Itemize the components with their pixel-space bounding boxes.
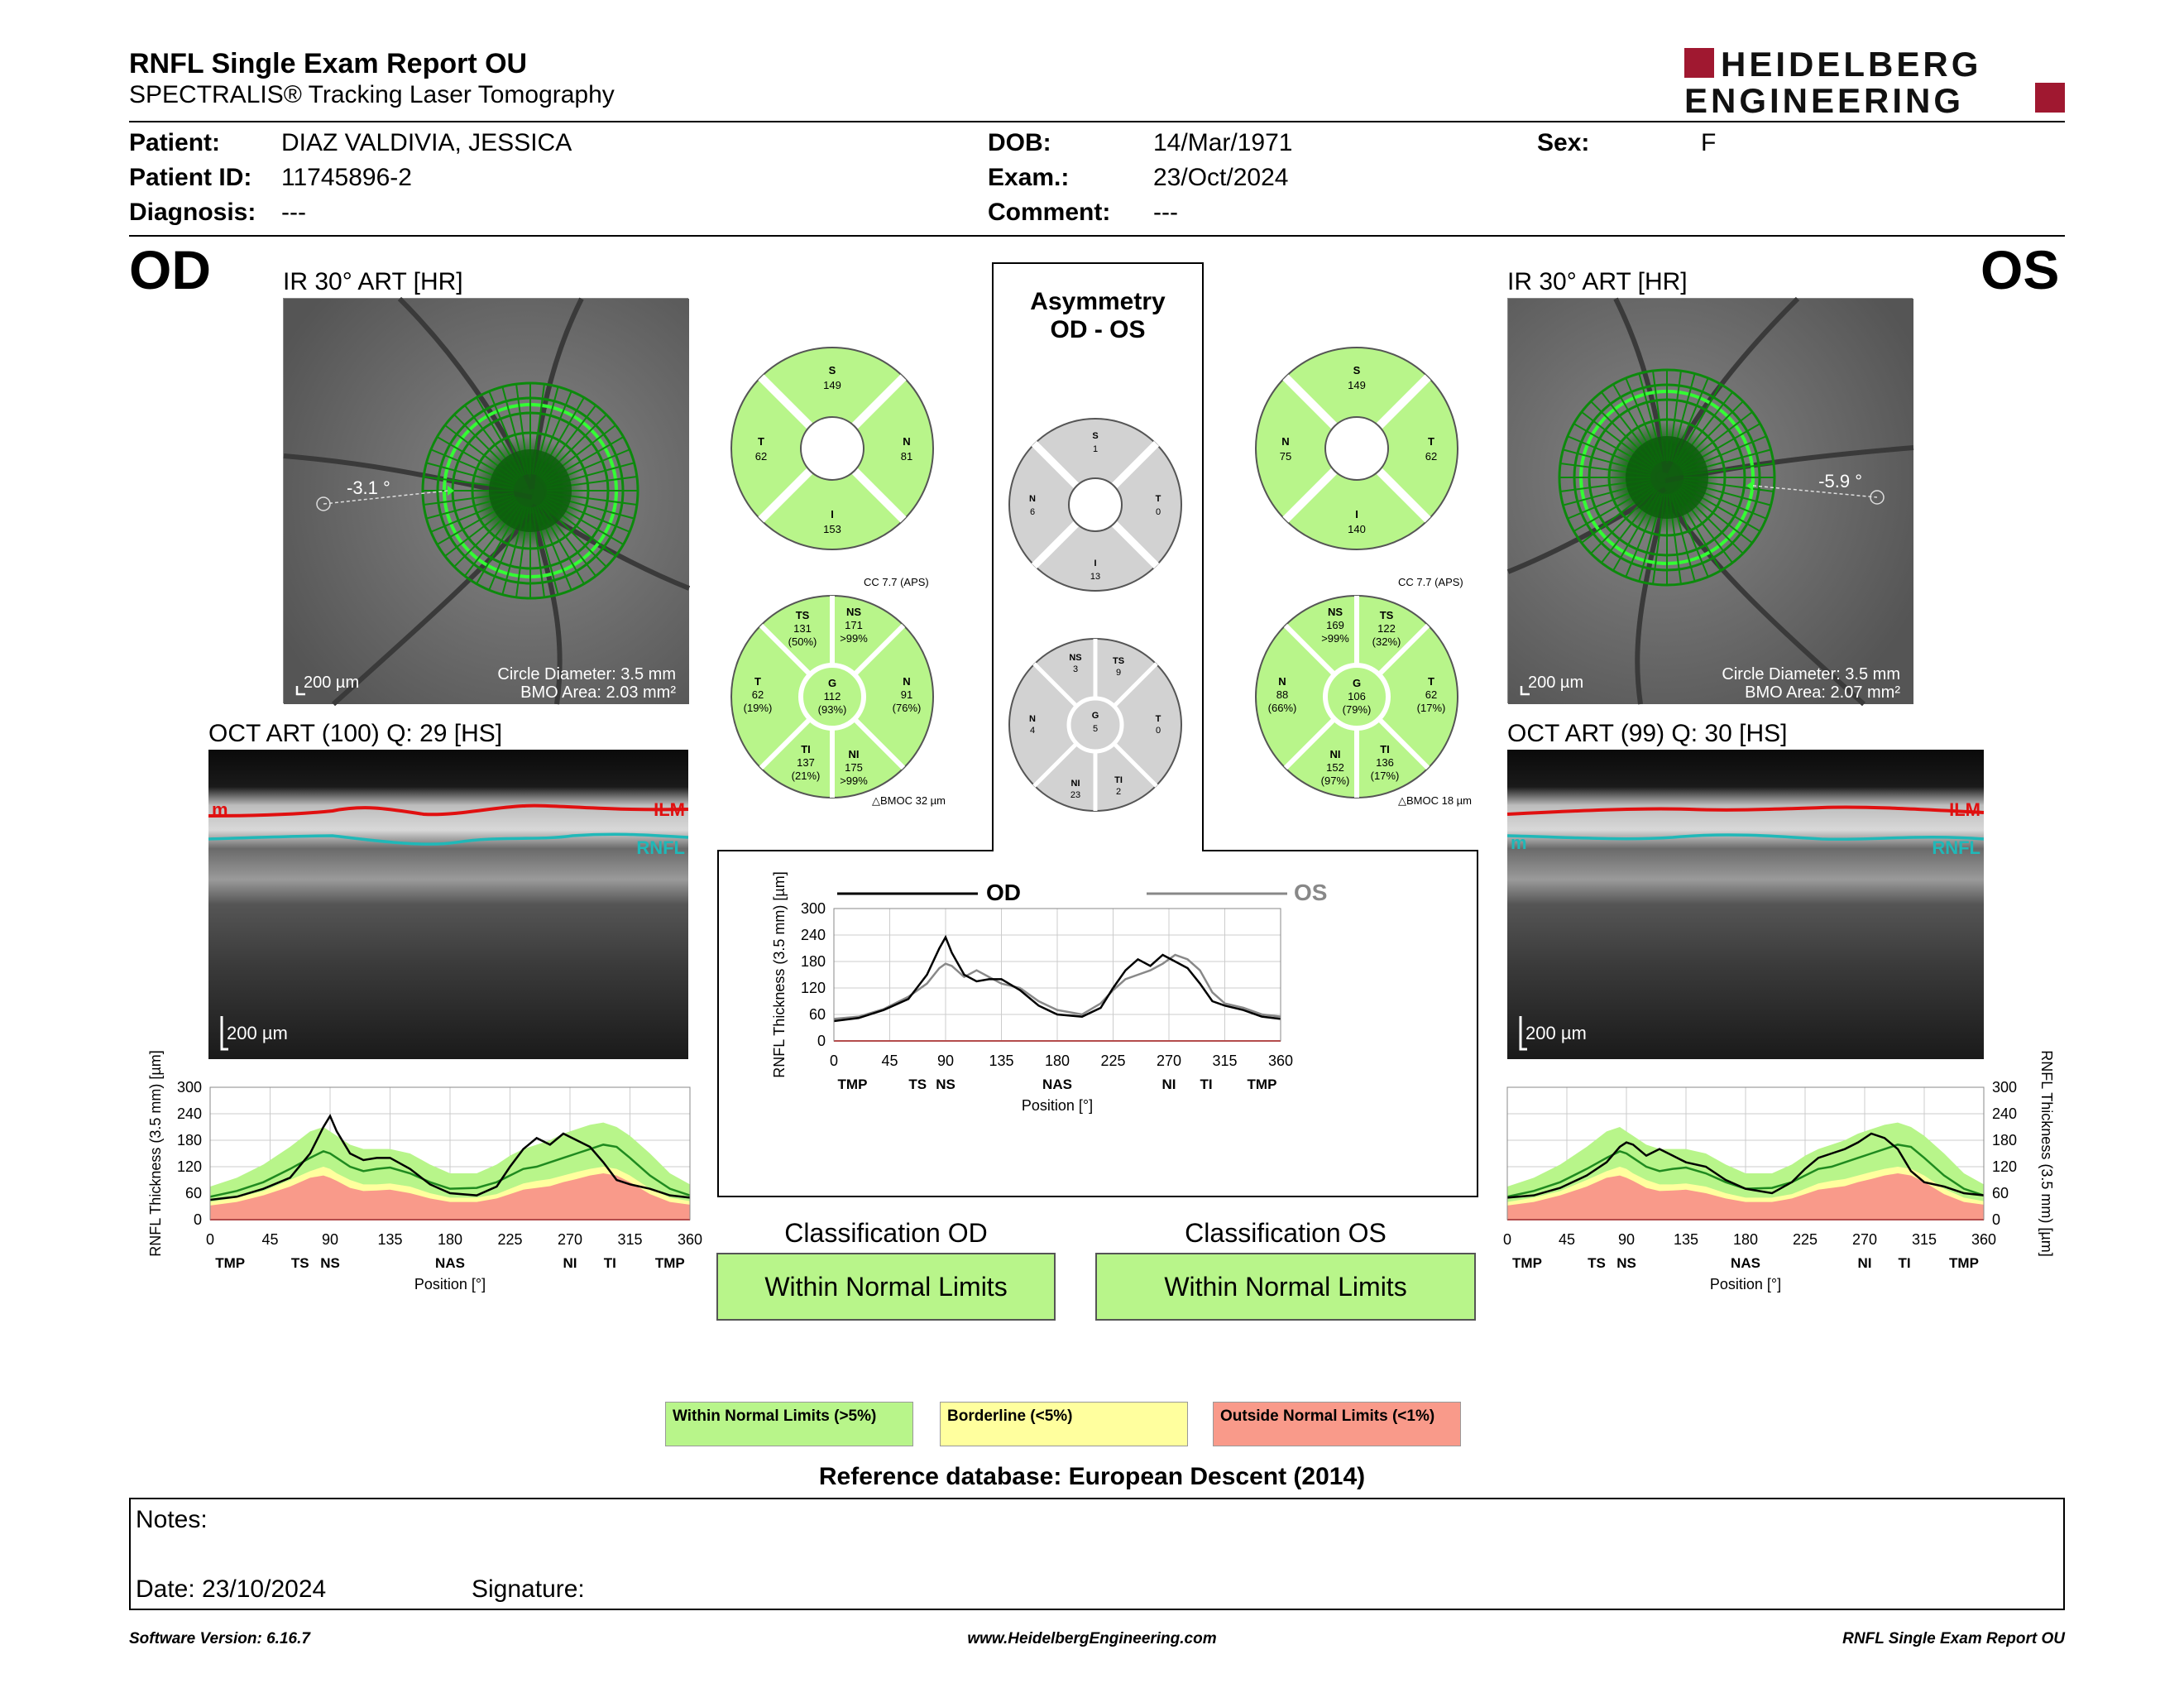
exam-label: Exam.: — [988, 164, 1070, 191]
sector-label: TMP — [1512, 1255, 1542, 1271]
y-tick-label: 60 — [1992, 1185, 2009, 1201]
y-tick-label: 300 — [1992, 1079, 2018, 1096]
od-scale: 200 µm — [304, 674, 360, 692]
asym-sector6-diagram — [1006, 635, 1188, 818]
x-tick-label: 315 — [1212, 1053, 1238, 1069]
os-bmo-area: BMO Area: 2.07 mm² — [1745, 683, 1900, 702]
sector-label: NI — [1161, 1077, 1176, 1092]
y-tick-label: 120 — [800, 980, 826, 996]
od-cc: CC 7.7 (APS) — [864, 576, 929, 588]
os-sector6-diagram — [1252, 594, 1468, 801]
os-s6-T: 62 — [1425, 688, 1438, 701]
sector-label: TI — [603, 1255, 616, 1271]
asym-s6-TI: 2 — [1115, 787, 1122, 797]
asym-s4-S: 1 — [1092, 444, 1099, 454]
svg-text:S: S — [1092, 431, 1099, 441]
sector-label: NAS — [435, 1255, 465, 1271]
legend-wnl: Within Normal Limits (>5%) — [665, 1402, 913, 1446]
od-bmo-area: BMO Area: 2.03 mm² — [520, 683, 676, 702]
od-s6-NS: 171 — [845, 619, 863, 631]
diagnosis-label: Diagnosis: — [129, 199, 256, 226]
od-ilm-label: ILM — [654, 799, 685, 820]
comment: --- — [1153, 199, 1178, 226]
y-axis-label: RNFL Thickness (3.5 mm) [µm] — [2038, 1050, 2055, 1257]
footer-report-name: RNFL Single Exam Report OU — [1842, 1630, 2065, 1647]
svg-text:I: I — [831, 508, 834, 520]
svg-text:(76%): (76%) — [892, 702, 922, 714]
sector-label: NS — [936, 1077, 956, 1092]
sector-label: TS — [290, 1255, 309, 1271]
svg-text:TI: TI — [1114, 775, 1123, 785]
x-tick-label: 0 — [205, 1231, 215, 1248]
os-ilm-label: ILM — [1949, 799, 1980, 820]
asymmetry-subtitle: OD - OS — [1050, 316, 1146, 343]
svg-text:(93%): (93%) — [817, 703, 847, 716]
x-axis-label: Position [°] — [1021, 1097, 1094, 1114]
sector-label: NI — [563, 1255, 577, 1271]
asym-s6-TS: 9 — [1115, 668, 1122, 678]
sector-label: NAS — [1042, 1077, 1072, 1092]
os-oct-scale: 200 µm — [1525, 1023, 1587, 1043]
svg-text:G: G — [1352, 677, 1362, 689]
dob-label: DOB: — [988, 129, 1051, 156]
sector-label: TMP — [215, 1255, 246, 1271]
od-rnfl-chart — [132, 1050, 703, 1321]
report-subtitle: SPECTRALIS® Tracking Laser Tomography — [129, 81, 615, 108]
notes-date: Date: 23/10/2024 — [136, 1575, 327, 1603]
eye-label-os: OS — [1980, 239, 2060, 300]
svg-text:(17%): (17%) — [1370, 770, 1400, 782]
svg-text:TI: TI — [1380, 743, 1390, 755]
od-bmoc: △BMOC 32 µm — [872, 794, 946, 807]
sector-label: TMP — [1247, 1077, 1277, 1092]
asym-sector4-diagram — [1006, 415, 1188, 597]
y-tick-label: 180 — [800, 953, 826, 970]
y-axis-label: RNFL Thickness (3.5 mm) [µm] — [771, 871, 788, 1078]
sector-label: TI — [1898, 1255, 1911, 1271]
svg-text:(19%): (19%) — [743, 702, 773, 714]
od-oct-scale: 200 µm — [227, 1023, 288, 1043]
reference-database: Reference database: European Descent (2014) — [818, 1463, 1366, 1490]
y-tick-label: 60 — [808, 1006, 826, 1023]
x-tick-label: 360 — [677, 1231, 703, 1248]
os-s6-TI: 136 — [1376, 756, 1394, 769]
y-tick-label: 180 — [1992, 1132, 2018, 1149]
header-rule — [129, 121, 2065, 122]
y-tick-label: 0 — [817, 1033, 826, 1049]
footer-url[interactable]: www.HeidelbergEngineering.com — [967, 1630, 1217, 1647]
heidelberg-logo — [1684, 45, 2065, 120]
svg-text:N: N — [1281, 435, 1290, 448]
sector-label: TI — [1200, 1077, 1213, 1092]
y-tick-label: 300 — [800, 900, 826, 917]
patient-id-label: Patient ID: — [129, 164, 252, 191]
notes-label: Notes: — [136, 1506, 208, 1533]
od-s6-NI: 175 — [845, 761, 863, 774]
patient-name: DIAZ VALDIVIA, JESSICA — [281, 129, 572, 156]
x-tick-label: 135 — [1673, 1231, 1699, 1248]
notes-box[interactable] — [129, 1498, 2065, 1610]
y-tick-label: 240 — [800, 927, 826, 943]
svg-text:G: G — [1091, 711, 1099, 721]
os-s4-T: 62 — [1425, 450, 1438, 463]
y-tick-label: 120 — [176, 1158, 202, 1175]
os-fundus-image[interactable] — [1507, 298, 1913, 703]
svg-text:T: T — [1155, 714, 1161, 724]
svg-text:I: I — [1094, 559, 1097, 568]
svg-text:TI: TI — [801, 743, 811, 755]
y-tick-label: 0 — [1992, 1211, 2001, 1228]
svg-text:NI: NI — [1329, 748, 1341, 760]
od-s4-S: 149 — [823, 379, 841, 391]
os-sector4-diagram — [1252, 348, 1468, 554]
x-tick-label: 225 — [497, 1231, 523, 1248]
svg-text:T: T — [1428, 675, 1434, 688]
od-s6-TI: 137 — [797, 756, 815, 769]
svg-text:TS: TS — [1112, 656, 1125, 666]
asym-rnfl-chart — [761, 871, 1373, 1130]
svg-text:NS: NS — [845, 606, 862, 618]
sector-label: TS — [908, 1077, 927, 1092]
x-tick-label: 0 — [1502, 1231, 1512, 1248]
asym-s6-NS: 3 — [1072, 664, 1079, 674]
x-tick-label: 135 — [989, 1053, 1014, 1069]
y-tick-label: 300 — [176, 1079, 202, 1096]
eye-label-od: OD — [129, 239, 211, 300]
svg-text:NS: NS — [1327, 606, 1343, 618]
asymmetry-title: Asymmetry — [1030, 288, 1166, 315]
svg-text:>99%: >99% — [1321, 632, 1349, 645]
x-tick-label: 0 — [829, 1053, 839, 1069]
os-cc: CC 7.7 (APS) — [1398, 576, 1463, 588]
svg-text:I: I — [1355, 508, 1358, 520]
x-tick-label: 45 — [261, 1231, 279, 1248]
x-tick-label: 315 — [617, 1231, 643, 1248]
asym-s4-N: 6 — [1029, 507, 1036, 517]
svg-text:(21%): (21%) — [791, 770, 821, 782]
os-rnfl-label: RNFL — [1932, 837, 1980, 858]
svg-text:TS: TS — [795, 609, 810, 621]
sector-label: NS — [320, 1255, 340, 1271]
sector-label: NAS — [1731, 1255, 1760, 1271]
x-tick-label: 90 — [1617, 1231, 1636, 1248]
legend-borderline: Borderline (<5%) — [940, 1402, 1188, 1446]
x-tick-label: 225 — [1792, 1231, 1818, 1248]
svg-text:(79%): (79%) — [1342, 703, 1372, 716]
svg-text:T: T — [758, 435, 764, 448]
sector-label: NS — [1616, 1255, 1636, 1271]
svg-text:NI: NI — [1070, 779, 1080, 789]
x-tick-label: 45 — [881, 1053, 898, 1069]
od-s6-N: 91 — [900, 688, 913, 701]
asym-s4-T: 0 — [1155, 507, 1161, 517]
sector-label: TMP — [837, 1077, 868, 1092]
asym-s6-N: 4 — [1029, 726, 1036, 736]
svg-text:N: N — [903, 675, 911, 688]
asym-s6-G: 5 — [1092, 724, 1099, 734]
x-tick-label: 270 — [557, 1231, 583, 1248]
classification-os: Within Normal Limits — [1095, 1253, 1476, 1321]
brand-line2: ENGINEERING — [1684, 81, 1965, 120]
svg-text:N: N — [1278, 675, 1286, 688]
os-ir-title: IR 30° ART [HR] — [1507, 268, 1688, 295]
dob: 14/Mar/1971 — [1153, 129, 1293, 156]
svg-text:(97%): (97%) — [1320, 774, 1350, 787]
x-tick-label: 360 — [1267, 1053, 1294, 1069]
os-s6-G: 106 — [1348, 690, 1366, 703]
x-tick-label: 180 — [1044, 1053, 1070, 1069]
os-s6-N: 88 — [1276, 688, 1289, 701]
legend-os-label: OS — [1294, 880, 1328, 905]
software-version: Software Version: 6.16.7 — [129, 1630, 310, 1647]
od-s6-TS: 131 — [793, 622, 812, 635]
svg-text:(32%): (32%) — [1372, 635, 1401, 648]
od-s4-N: 81 — [900, 450, 913, 463]
x-tick-label: 180 — [1732, 1231, 1759, 1248]
os-rnfl-chart — [1502, 1050, 2065, 1321]
svg-text:>99%: >99% — [840, 774, 868, 787]
y-axis-label: RNFL Thickness (3.5 mm) [µm] — [147, 1050, 164, 1257]
od-angle: -3.1 ° — [347, 477, 390, 498]
os-oct-title: OCT ART (99) Q: 30 [HS] — [1507, 720, 1788, 747]
asym-s6-T: 0 — [1155, 726, 1161, 736]
svg-text:>99%: >99% — [840, 632, 868, 645]
os-circle-diameter: Circle Diameter: 3.5 mm — [1722, 665, 1900, 683]
classification-od: Within Normal Limits — [716, 1253, 1056, 1321]
x-axis-label: Position [°] — [414, 1276, 486, 1292]
sector-label: TMP — [1949, 1255, 1979, 1271]
delta-icon: △ — [1398, 794, 1406, 807]
svg-text:N: N — [1029, 494, 1036, 504]
x-tick-label: 45 — [1558, 1231, 1576, 1248]
x-tick-label: 270 — [1156, 1053, 1182, 1069]
x-axis-label: Position [°] — [1709, 1276, 1782, 1292]
od-sector6-diagram — [728, 594, 943, 801]
patient-label: Patient: — [129, 129, 221, 156]
svg-text:(50%): (50%) — [788, 635, 817, 648]
od-fundus-image[interactable] — [283, 298, 688, 703]
y-tick-label: 60 — [184, 1185, 202, 1201]
brand-line1: HEIDELBERG — [1721, 45, 1982, 84]
svg-text:NS: NS — [1069, 653, 1082, 663]
delta-icon: △ — [872, 794, 880, 807]
svg-text:S: S — [1353, 364, 1361, 376]
od-s4-T: 62 — [754, 450, 768, 463]
y-tick-label: 0 — [193, 1211, 202, 1228]
patient-id: 11745896-2 — [281, 164, 412, 191]
info-rule — [129, 235, 2065, 237]
od-circle-diameter: Circle Diameter: 3.5 mm — [497, 665, 676, 683]
svg-text:S: S — [828, 364, 836, 376]
x-tick-label: 360 — [1971, 1231, 1997, 1248]
sex-label: Sex: — [1537, 129, 1590, 156]
sector-label: NI — [1857, 1255, 1872, 1271]
svg-text:TS: TS — [1379, 609, 1394, 621]
os-ilm-left: m — [1511, 832, 1527, 853]
classification-od-title: Classification OD — [784, 1218, 988, 1248]
od-s6-T: 62 — [751, 688, 764, 701]
legend-onl: Outside Normal Limits (<1%) — [1213, 1402, 1461, 1446]
diagnosis: --- — [281, 199, 306, 226]
svg-text:N: N — [1029, 714, 1036, 724]
exam-date: 23/Oct/2024 — [1153, 164, 1289, 191]
asym-s4-I: 13 — [1090, 572, 1101, 582]
od-ir-title: IR 30° ART [HR] — [283, 268, 463, 295]
svg-text:T: T — [1155, 494, 1161, 504]
comment-label: Comment: — [988, 199, 1111, 226]
asym-s6-NI: 23 — [1070, 790, 1081, 800]
od-s6-G: 112 — [823, 690, 841, 703]
od-oct-scan[interactable] — [208, 750, 688, 1059]
y-tick-label: 180 — [176, 1132, 202, 1149]
os-s6-NS: 169 — [1326, 619, 1344, 631]
x-tick-label: 90 — [936, 1053, 955, 1069]
od-ilm-left: m — [212, 799, 228, 820]
sex: F — [1701, 129, 1717, 156]
x-tick-label: 135 — [377, 1231, 403, 1248]
svg-text:T: T — [754, 675, 761, 688]
os-bmoc: △BMOC 18 µm — [1398, 794, 1473, 807]
svg-text:N: N — [903, 435, 911, 448]
x-tick-label: 225 — [1100, 1053, 1126, 1069]
os-oct-scan[interactable] — [1507, 750, 1984, 1059]
y-tick-label: 240 — [1992, 1105, 2018, 1122]
svg-text:(17%): (17%) — [1416, 702, 1446, 714]
x-tick-label: 270 — [1851, 1231, 1878, 1248]
svg-text:(66%): (66%) — [1267, 702, 1297, 714]
os-s4-I: 140 — [1348, 523, 1366, 535]
sector-label: TS — [1588, 1255, 1606, 1271]
sector-label: TMP — [654, 1255, 685, 1271]
os-s4-N: 75 — [1279, 450, 1292, 463]
svg-text:NI: NI — [848, 748, 860, 760]
os-s6-NI: 152 — [1326, 761, 1344, 774]
od-oct-title: OCT ART (100) Q: 29 [HS] — [208, 720, 503, 747]
classification-os-title: Classification OS — [1185, 1218, 1387, 1248]
os-s4-S: 149 — [1348, 379, 1366, 391]
legend-od-label: OD — [986, 880, 1021, 905]
od-rnfl-label: RNFL — [636, 837, 685, 858]
os-angle: -5.9 ° — [1818, 471, 1862, 492]
y-tick-label: 240 — [176, 1105, 202, 1122]
os-s6-TS: 122 — [1377, 622, 1396, 635]
x-tick-label: 315 — [1911, 1231, 1937, 1248]
od-sector4-diagram — [728, 348, 943, 554]
svg-text:T: T — [1428, 435, 1434, 448]
svg-text:G: G — [827, 677, 837, 689]
od-s4-I: 153 — [823, 523, 841, 535]
y-tick-label: 120 — [1992, 1158, 2018, 1175]
report-title: RNFL Single Exam Report OU — [129, 48, 528, 79]
notes-signature: Signature: — [472, 1575, 585, 1603]
x-tick-label: 180 — [437, 1231, 463, 1248]
x-tick-label: 90 — [321, 1231, 339, 1248]
os-scale: 200 µm — [1528, 674, 1584, 692]
